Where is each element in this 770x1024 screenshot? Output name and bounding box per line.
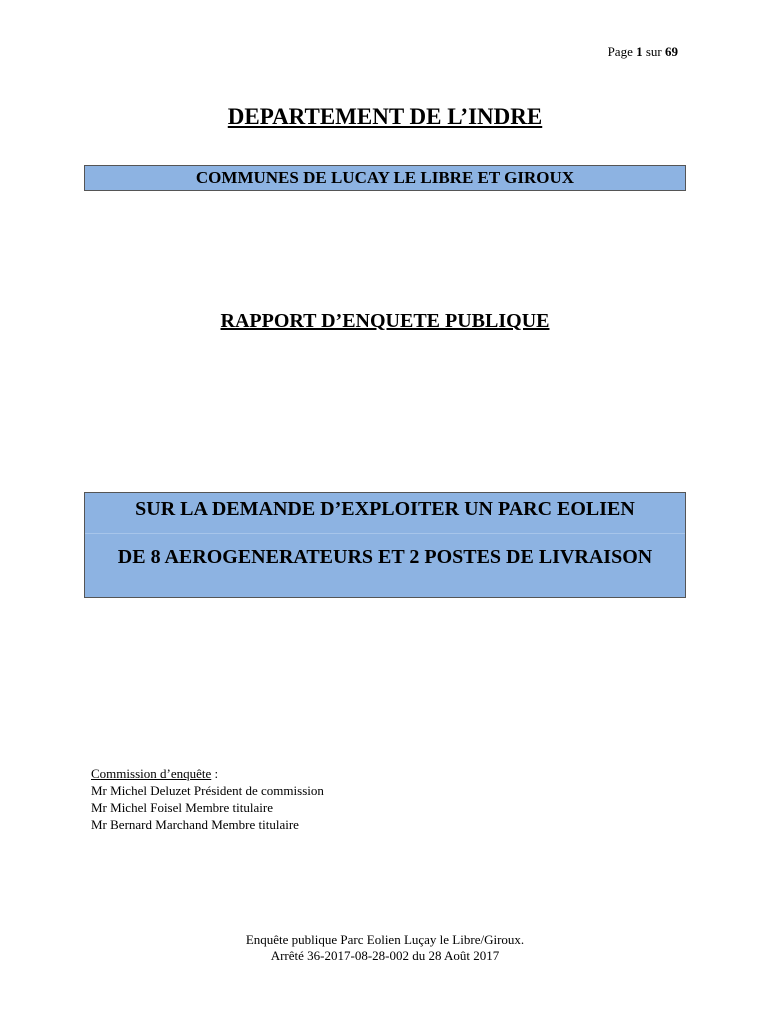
- page-sep: sur: [645, 44, 662, 59]
- commission-block: [91, 765, 324, 833]
- commission-heading-line: [91, 765, 324, 782]
- page-current: 1: [636, 44, 643, 59]
- commission-member: Mr Michel Foisel Membre titulaire: [91, 800, 273, 815]
- page-number: [608, 44, 678, 60]
- page-prefix: Page: [607, 44, 633, 59]
- footer-line-2: Arrêté 36-2017-08-28-002 du 28 Août 2017: [270, 948, 500, 963]
- commission-heading: Commission d’enquête: [91, 766, 212, 781]
- communes-banner: COMMUNES DE LUCAY LE LIBRE ET GIROUX: [84, 165, 686, 191]
- footer-line-1: Enquête publique Parc Eolien Luçay le Libre/Giroux.: [245, 932, 525, 947]
- demand-line-2: DE 8 AEROGENERATEURS ET 2 POSTES DE LIVRAISON: [117, 546, 653, 568]
- demand-banner: [84, 492, 686, 598]
- demand-divider: [85, 533, 685, 534]
- department-title: DEPARTEMENT DE L’INDRE: [227, 104, 543, 129]
- footer: [0, 932, 770, 964]
- page-total: 69: [665, 44, 678, 59]
- commission-member: Mr Bernard Marchand Membre titulaire: [91, 817, 299, 832]
- commission-heading-suffix: :: [211, 766, 219, 781]
- commission-member: Mr Michel Deluzet Président de commission: [91, 783, 324, 798]
- report-title: RAPPORT D’ENQUETE PUBLIQUE: [220, 310, 550, 332]
- demand-line-1: SUR LA DEMANDE D’EXPLOITER UN PARC EOLIEN: [135, 498, 635, 520]
